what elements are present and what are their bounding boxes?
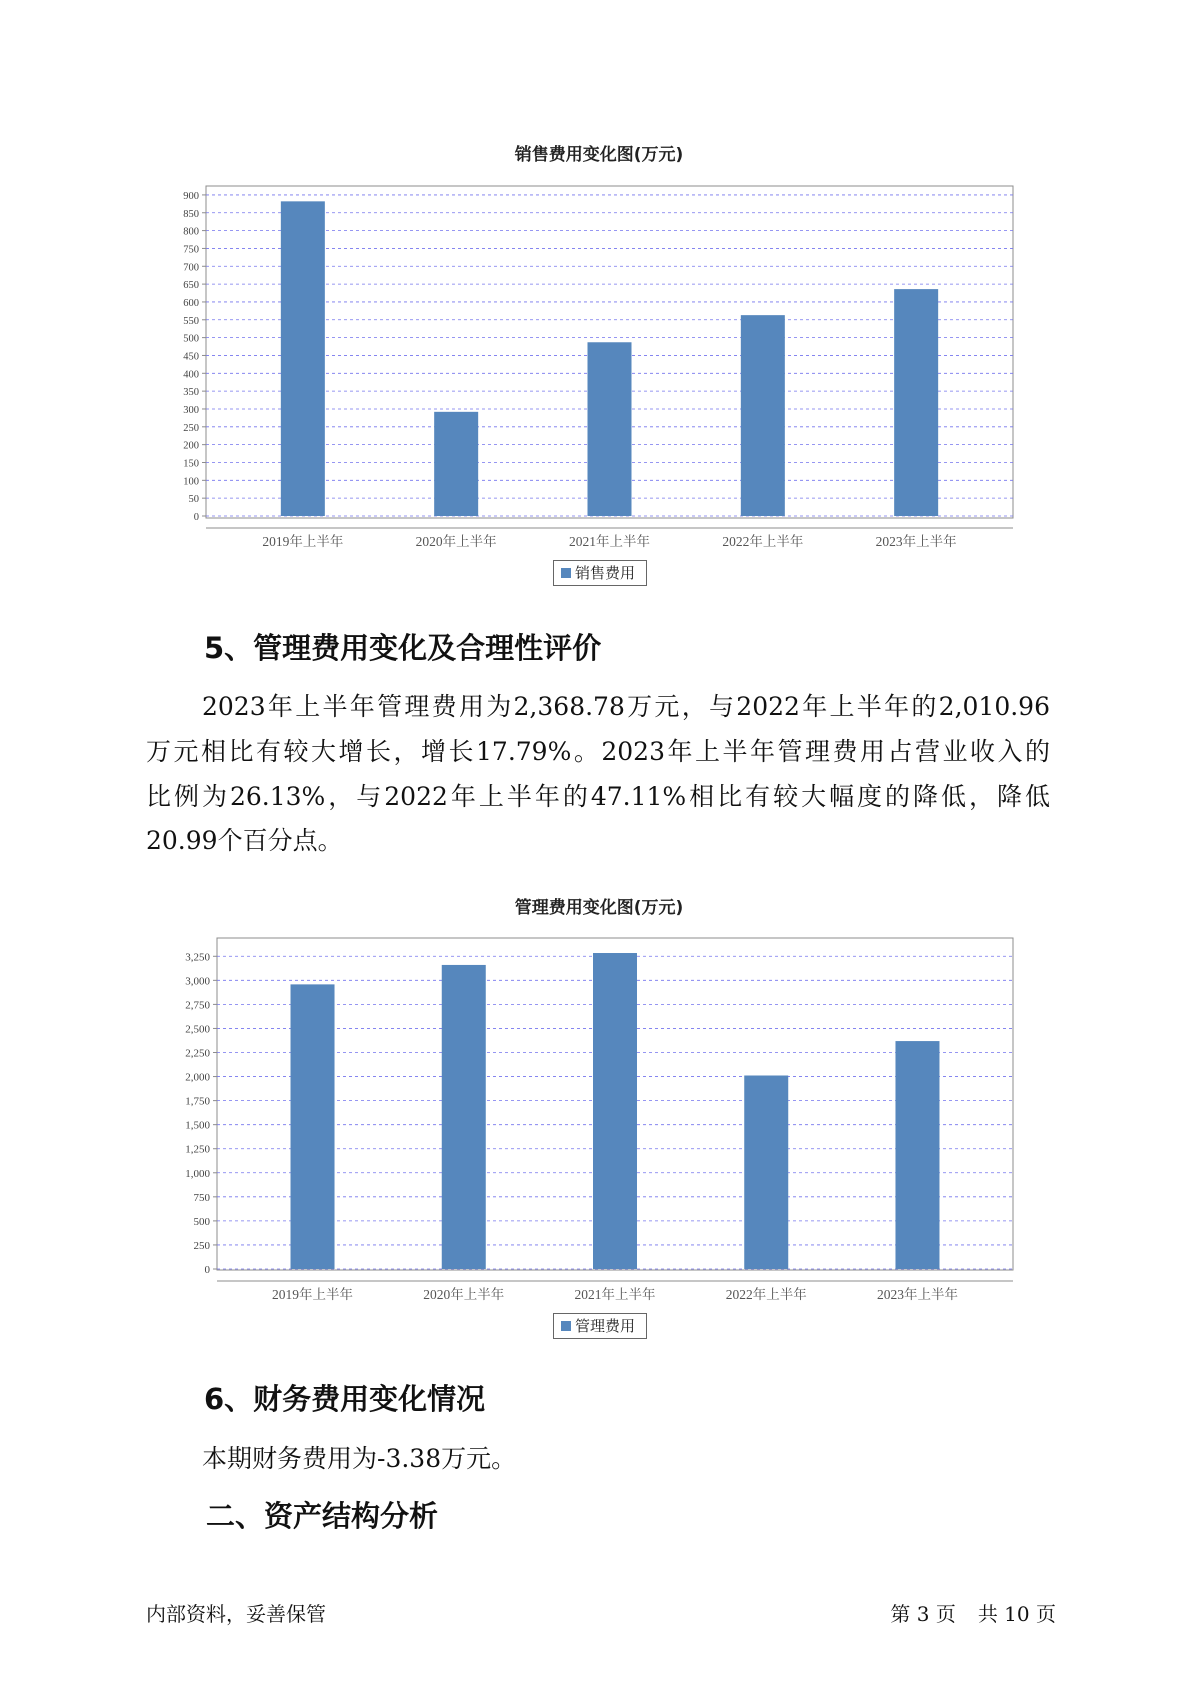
y-tick-label: 250: [183, 422, 199, 434]
admin-bar-2020-h1: [442, 965, 486, 1269]
y-tick-label: 650: [183, 280, 199, 292]
x-tick-label: 2023年上半年: [875, 534, 957, 549]
y-tick-label: 350: [183, 387, 199, 399]
y-tick-label: 250: [193, 1239, 210, 1252]
sales-bar-2023-h1: [894, 289, 938, 516]
legend-swatch: [561, 568, 571, 578]
y-tick-label: 850: [183, 208, 199, 220]
y-tick-label: 600: [183, 297, 199, 309]
legend-label: 管理费用: [575, 1317, 636, 1335]
x-tick-label: 2022年上半年: [722, 534, 804, 549]
sales-bar-2020-h1: [434, 412, 478, 516]
x-tick-label: 2019年上半年: [272, 1287, 354, 1302]
admin-chart-title: 管理费用变化图(万元): [514, 898, 684, 918]
section-5-heading: 5、管理费用变化及合理性评价: [204, 631, 602, 665]
footer-current-page: 第 3 页: [890, 1602, 956, 1626]
y-tick-label: 2,250: [185, 1047, 210, 1060]
x-tick-label: 2023年上半年: [876, 1287, 958, 1302]
admin-chart-legend: [553, 1313, 647, 1339]
x-tick-label: 2020年上半年: [423, 1287, 505, 1302]
sales-chart-legend: [553, 560, 647, 586]
legend-swatch: [561, 1321, 571, 1331]
section-6-text: 本期财务费用为-3.38万元。: [202, 1444, 517, 1473]
y-tick-label: 1,000: [185, 1167, 210, 1180]
sales-bar-2019-h1: [281, 201, 325, 516]
footer-page-number: [890, 1602, 1056, 1626]
y-tick-label: 150: [183, 458, 199, 470]
y-tick-label: 700: [183, 262, 199, 274]
y-tick-label: 3,000: [185, 975, 210, 988]
section-6-heading: 6、财务费用变化情况: [204, 1382, 486, 1416]
paragraph-line: 2023年上半年管理费用为2,368.78万元，与2022年上半年的2,010.96: [202, 692, 1050, 721]
y-tick-label: 500: [183, 333, 199, 345]
y-tick-label: 900: [183, 190, 199, 202]
paragraph-line: 万元相比有较大增长，增长17.79%。2023年上半年管理费用占营业收入的: [146, 737, 1050, 766]
paragraph-line: 20.99个百分点。: [146, 826, 343, 855]
y-tick-label: 0: [193, 512, 199, 523]
sales-expense-bar-chart: [0, 130, 1191, 550]
y-tick-label: 450: [183, 351, 199, 363]
admin-bar-2019-h1: [291, 984, 335, 1269]
sales-chart-title: 销售费用变化图(万元): [514, 145, 684, 165]
part-2-heading: 二、资产结构分析: [206, 1499, 439, 1533]
admin-bar-2023-h1: [895, 1041, 939, 1269]
footer-confidential-note: 内部资料，妥善保管: [146, 1602, 326, 1626]
paragraph-line: 比例为26.13%，与2022年上半年的47.11%相比有较大幅度的降低，降低: [146, 782, 1050, 811]
x-tick-label: 2021年上半年: [574, 1287, 656, 1302]
y-tick-label: 200: [183, 440, 199, 452]
y-tick-label: 0: [204, 1264, 210, 1276]
admin-expense-bar-chart: [0, 925, 1191, 1310]
sales-bar-2022-h1: [741, 315, 785, 516]
y-tick-label: 300: [183, 404, 199, 416]
y-tick-label: 3,250: [185, 951, 210, 964]
y-tick-label: 1,250: [185, 1143, 210, 1156]
y-tick-label: 500: [193, 1215, 210, 1228]
y-tick-label: 2,000: [185, 1071, 210, 1084]
admin-bar-2022-h1: [744, 1076, 788, 1269]
y-tick-label: 2,500: [185, 1023, 210, 1036]
y-tick-label: 100: [183, 476, 199, 488]
x-tick-label: 2022年上半年: [725, 1287, 807, 1302]
y-tick-label: 1,500: [185, 1119, 210, 1132]
y-tick-label: 750: [183, 244, 199, 256]
y-tick-label: 750: [193, 1191, 210, 1204]
sales-bar-2021-h1: [588, 342, 632, 516]
legend-label: 销售费用: [575, 564, 636, 582]
y-tick-label: 400: [183, 369, 199, 381]
admin-bar-2021-h1: [593, 953, 637, 1269]
y-tick-label: 800: [183, 226, 199, 238]
y-tick-label: 2,750: [185, 999, 210, 1012]
x-tick-label: 2019年上半年: [262, 534, 344, 549]
x-tick-label: 2020年上半年: [415, 534, 497, 549]
footer-total-pages: 共 10 页: [977, 1602, 1056, 1626]
y-tick-label: 550: [183, 315, 199, 327]
y-tick-label: 50: [188, 494, 199, 506]
y-tick-label: 1,750: [185, 1095, 210, 1108]
x-tick-label: 2021年上半年: [569, 534, 650, 549]
